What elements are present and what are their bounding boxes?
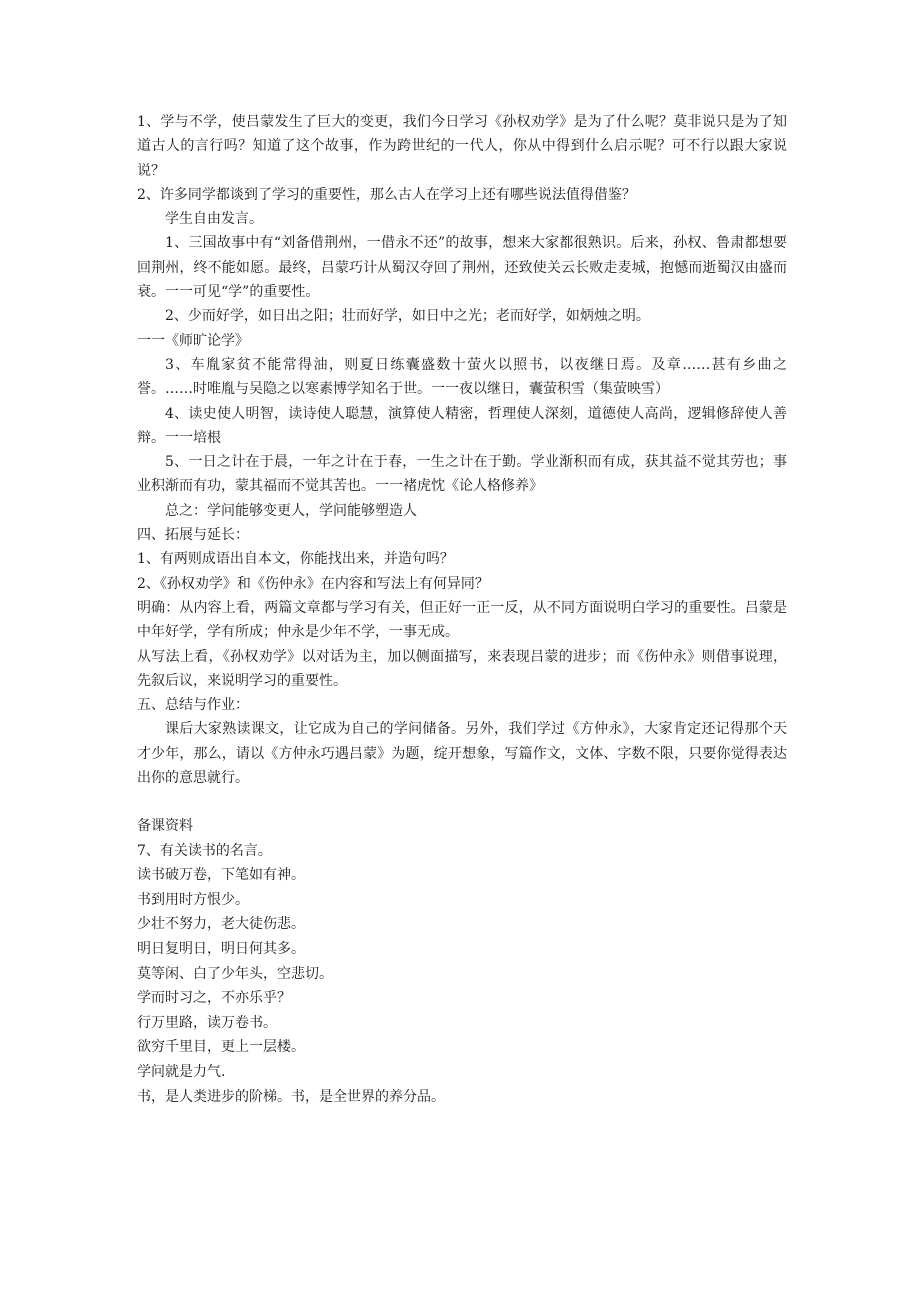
quote-line: 书，是人类进步的阶梯。书，是全世界的养分品。 (137, 1088, 445, 1105)
paragraph-item-4: 4、读史使人明智，读诗使人聪慧，演算使人精密，哲理使人深刻，道德使人高尚，逻辑修辞使人善辩。一一培根 (137, 405, 787, 446)
quote-list (137, 863, 787, 1109)
paragraph-question-2: 2、许多同学都谈到了学习的重要性，那么古人在学习上还有哪些说法值得借鉴？ (137, 186, 636, 203)
paragraph-item-3: 3、车胤家贫不能常得油，则夏日练囊盛数十萤火以照书，以夜继日焉。及章……甚有乡曲之誉。……时唯胤与吴隐之以寒素博学知名于世。一一夜以继日，囊萤积雪（集萤映雪） (137, 356, 787, 398)
paragraph-item-5: 5、一日之计在于晨，一年之计在于春，一生之计在于勤。学业渐积而有成，获其益不觉其劳也；事业积渐而有功，蒙其福而不觉其苦也。一一褚虎忱《论人格修养》 (137, 454, 787, 495)
quote-line: 学而时习之，不亦乐乎？ (137, 990, 291, 1007)
paragraph-student-speech: 学生自由发言。 (165, 211, 263, 228)
quote-line: 明日复明日，明日何其多。 (137, 940, 305, 957)
quote-line: 欲穷千里目，更上一层楼。 (137, 1039, 305, 1056)
paragraph-item-2: 2、少而好学，如日出之阳；壮而好学，如日中之光；老而好学，如炳烛之明。 (165, 308, 650, 325)
quote-line: 读书破万卷，下笔如有神。 (137, 867, 305, 884)
paragraph-answer-style: 从写法上看，《孙权劝学》以对话为主，加以侧面描写，来表现吕蒙的进步；而《伤仲永》则借事说理，先叙后议，来说明学习的重要性。 (137, 648, 787, 689)
section-heading-summary: 五、总结与作业： (137, 697, 249, 714)
paragraph-quotes-heading: 7、有关读书的名言。 (137, 842, 272, 859)
quote-line: 少壮不努力，老大徒伤悲。 (137, 916, 305, 933)
paragraph-extension-2: 2、《孙权劝学》和《伤仲永》在内容和写法上有何异同？ (137, 575, 489, 592)
section-heading-materials: 备课资料 (137, 818, 193, 835)
quote-line: 莫等闲、白了少年头，空悲切。 (137, 965, 333, 982)
quote-line: 学问就是力气. (137, 1063, 226, 1080)
paragraph-item-1: 1、三国故事中有“刘备借荆州，一借永不还”的故事，想来大家都很熟识。后来，孙权、鲁肃都想要回荆州，终不能如愿。最终，吕蒙巧计从蜀汉夺回了荆州，还致使关云长败走麦城，抱憾而逝蜀汉由盛而衰。一一可见“学”的重要性。 (137, 235, 787, 301)
spacer (137, 790, 787, 814)
paragraph-item-2-source: 一一《师旷论学》 (137, 332, 249, 349)
quote-line: 行万里路，读万卷书。 (137, 1014, 277, 1031)
section-heading-extension: 四、拓展与延长： (137, 527, 249, 544)
quote-line: 书到用时方恨少。 (137, 891, 249, 908)
document-page (137, 110, 787, 1109)
paragraph-question-1: 1、学与不学，使吕蒙发生了巨大的变更，我们今日学习《孙权劝学》是为了什么呢？莫非说只是为了知道古人的言行吗？知道了这个故事，作为跨世纪的一代人，你从中得到什么启示呢？可不行以跟大家说说？ (137, 114, 787, 179)
paragraph-answer-content: 明确：从内容上看，两篇文章都与学习有关，但正好一正一反，从不同方面说明白学习的重要性。吕蒙是中年好学，学有所成；仲永是少年不学，一事无成。 (137, 599, 787, 641)
paragraph-extension-1: 1、有两则成语出自本文，你能找出来，并造句吗？ (137, 551, 454, 568)
paragraph-homework: 课后大家熟读课文，让它成为自己的学问储备。另外，我们学过《方仲永》，大家肯定还记得那个天才少年，那么，请以《方仲永巧遇吕蒙》为题，绽开想象，写篇作文，文体、字数不限，只要你觉得表达出你的意思就行。 (137, 721, 787, 787)
paragraph-summary: 总之：学问能够变更人，学问能够塑造人 (165, 502, 417, 519)
